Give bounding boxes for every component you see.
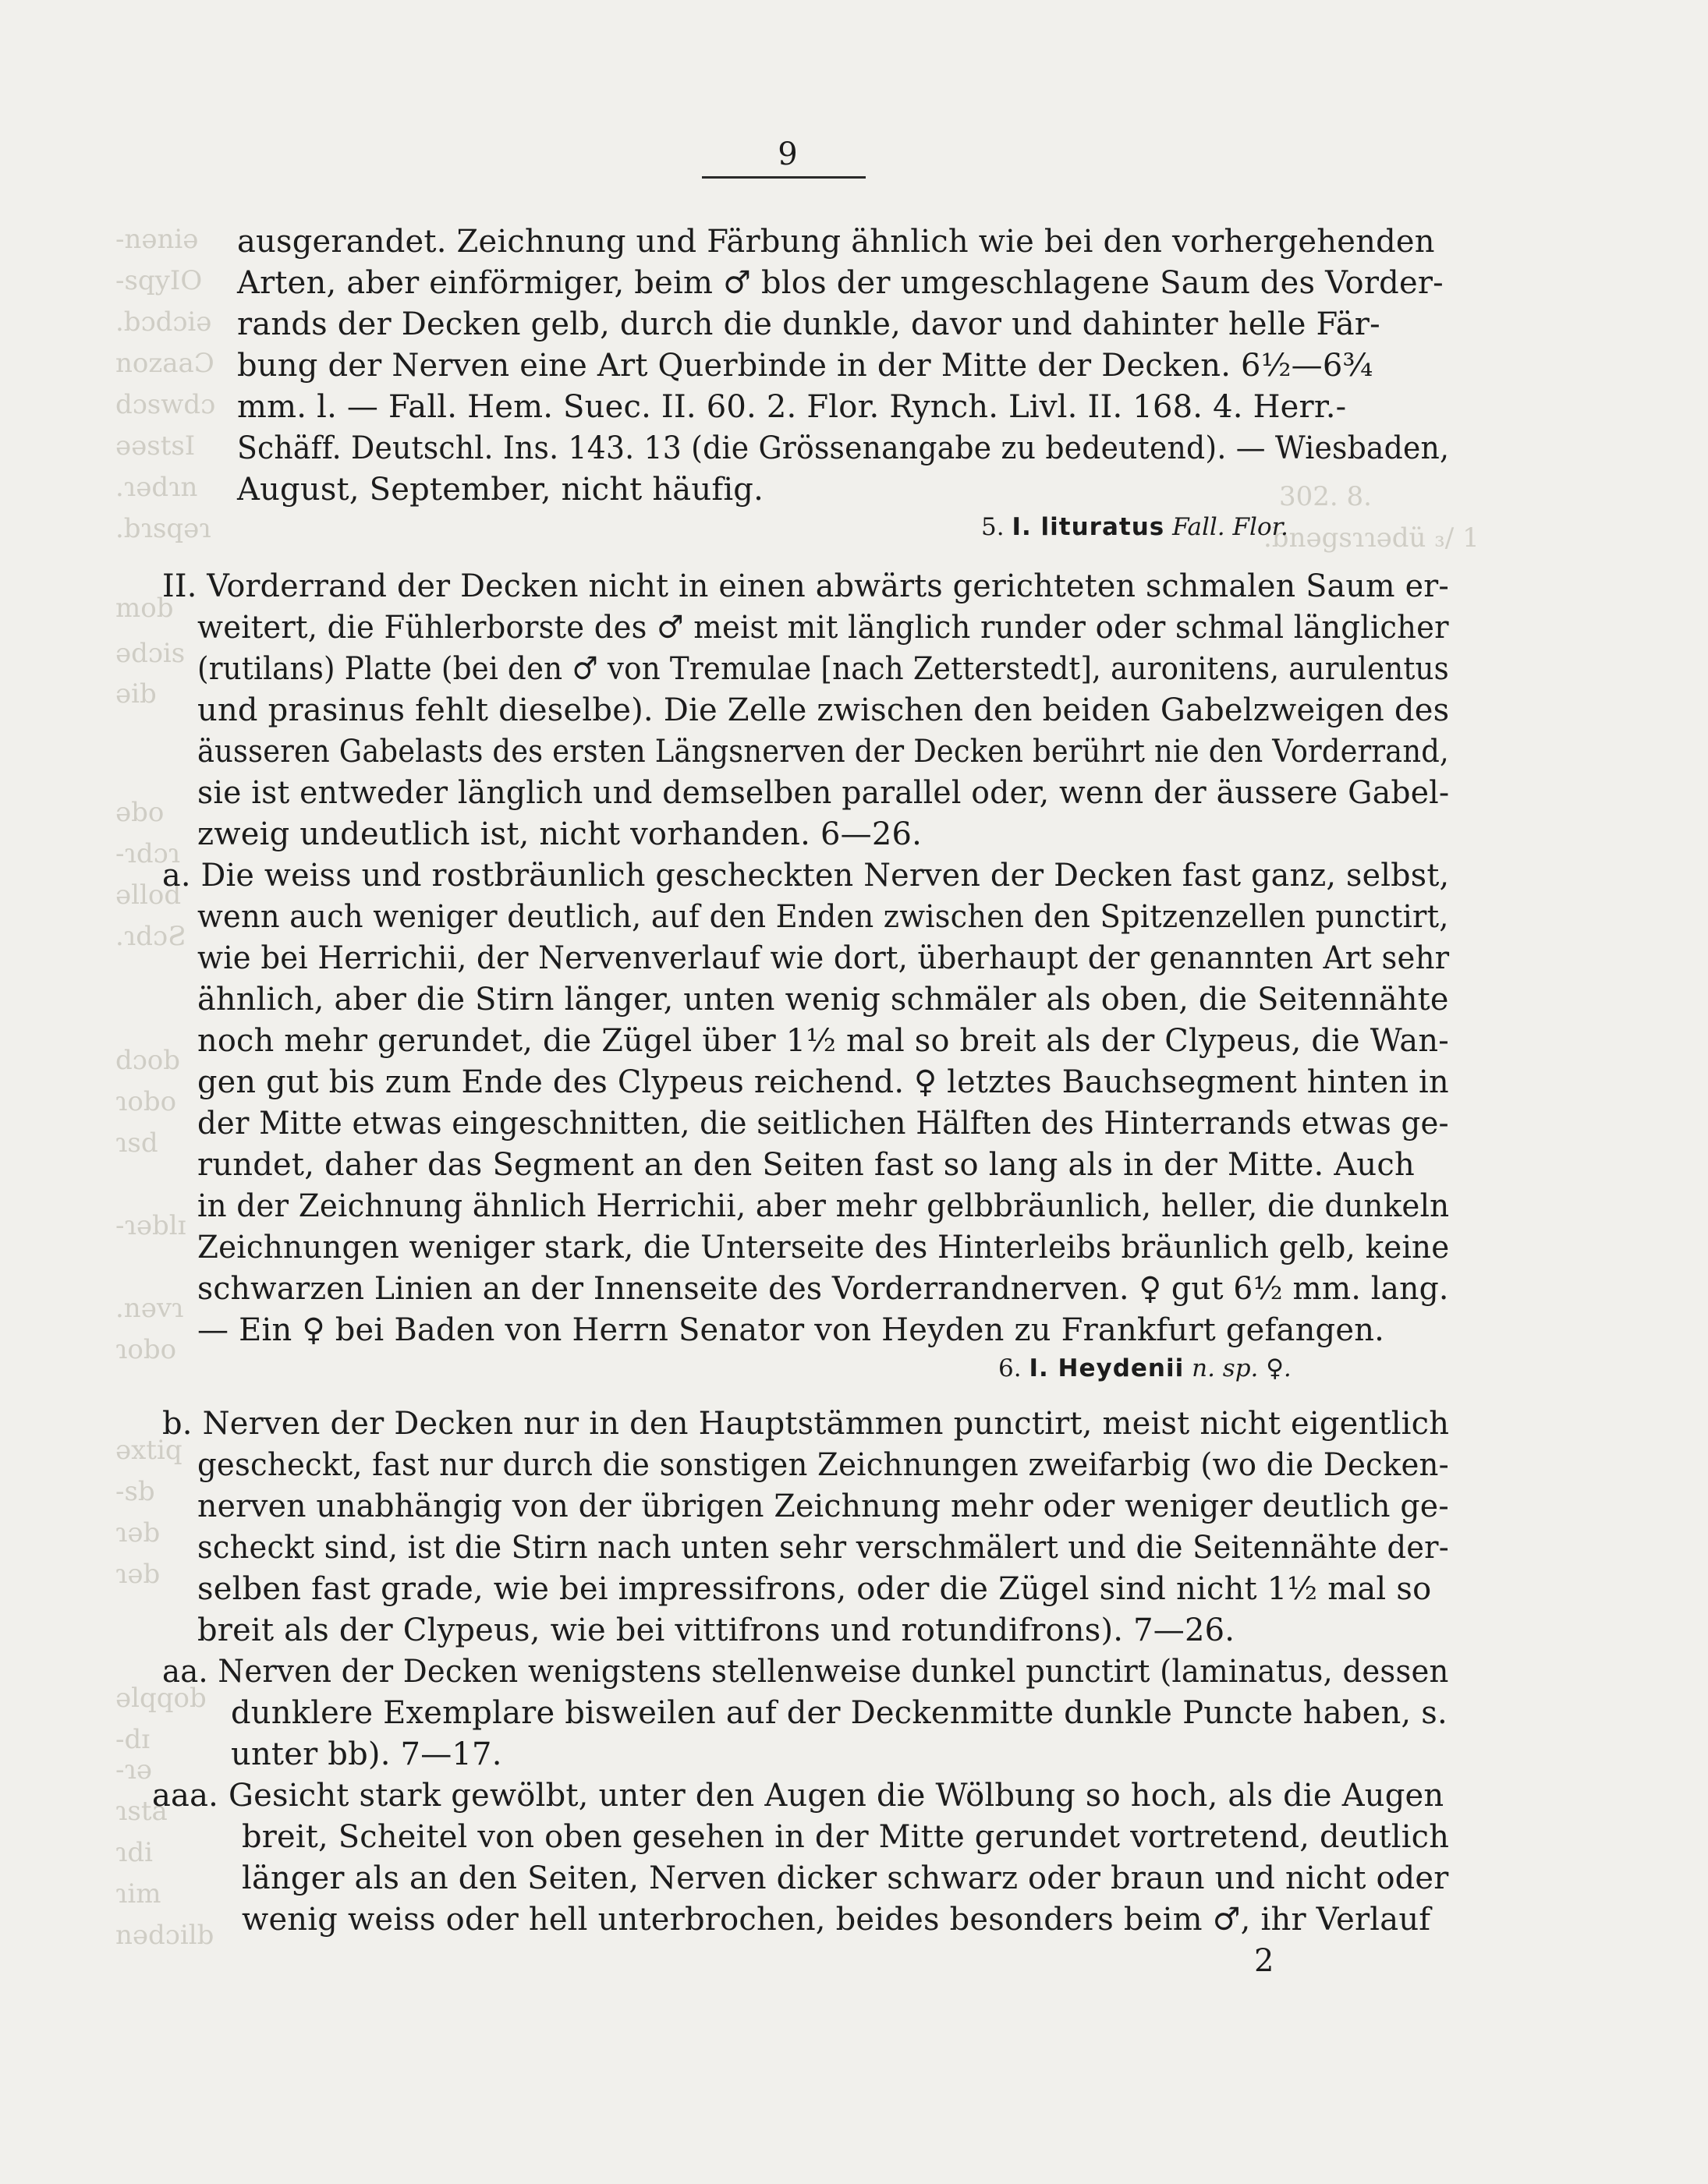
- bleed-fragment: ɿdi: [115, 1837, 154, 1868]
- text-line: schwarzen Linien an der Innenseite des Vorderrandnerven. ♀ gut 6½ mm. lang.: [197, 1271, 1449, 1307]
- bleed-fragment: mob: [115, 593, 174, 624]
- text-line: scheckt sind, ist die Stirn nach unten sehr verschmälert und die Seitennähte der-: [197, 1530, 1449, 1566]
- text-line: Schäff. Deutschl. Ins. 143. 13 (die Grössenangabe zu bedeutend). — Wiesbaden,: [237, 430, 1450, 466]
- text-line: August, September, nicht häufig.: [237, 472, 764, 508]
- bleed-fragment: əxtiq: [115, 1435, 182, 1466]
- text-line: nerven unabhängig von der übrigen Zeichnung mehr oder weniger deutlich ge-: [197, 1488, 1449, 1524]
- text-line: gescheckt, fast nur durch die sonstigen Zeichnungen zweifarbig (wo die Decken-: [197, 1447, 1449, 1483]
- bleed-fragment: .ɿdɔƧ: [115, 921, 186, 952]
- text-line: sie ist entweder länglich und demselben parallel oder, wenn der äussere Gabel-: [197, 775, 1450, 811]
- bleed-fragment: ɿobo: [115, 1086, 177, 1117]
- bleed-fragment: -ɿdɔɿ: [115, 838, 181, 869]
- bleed-fragment: 302. 8.: [1279, 481, 1372, 512]
- bleed-fragment: dɔob: [115, 1045, 181, 1076]
- bleed-fragment: ɿobo: [115, 1334, 177, 1365]
- text-line: selben fast grade, wie bei impressifrons, oder die Zügel sind nicht 1½ mal so: [197, 1571, 1432, 1607]
- bleed-fragment: ɿsd: [115, 1127, 158, 1159]
- bleed-fragment: .bɿsqəɿ: [115, 513, 211, 544]
- species-number: 6.: [998, 1354, 1022, 1382]
- bleed-fragment: -sqyIO: [115, 265, 203, 296]
- text-line: breit als der Clypeus, wie bei vittifrons und rotundifrons). 7—26.: [197, 1612, 1235, 1648]
- bleed-fragment: .nəvɿ: [115, 1293, 184, 1324]
- bleed-fragment: ədɔis: [115, 638, 186, 669]
- text-line: II. Vorderrand der Decken nicht in einen abwärts gerichteten schmalen Saum er-: [162, 568, 1449, 604]
- species-name: I. lituratus: [1012, 513, 1165, 541]
- species-heading-heydenii: [998, 1353, 1292, 1384]
- text-line: (rutilans) Platte (bei den ♂ von Tremulae [nach Zetterstedt], auronitens, aurulentus: [197, 651, 1449, 687]
- bleed-fragment: .bɔdɔiə: [115, 306, 212, 338]
- text-line: ausgerandet. Zeichnung und Färbung ähnlich wie bei den vorhergehenden: [237, 224, 1435, 260]
- text-line: aa. Nerven der Decken wenigstens stellenweise dunkel punctirt (laminatus, dessen: [162, 1654, 1449, 1690]
- text-line: weitert, die Fühlerborste des ♂ meist mit länglich runder oder schmal länglicher: [197, 610, 1449, 646]
- signature-mark: 2: [1254, 1943, 1274, 1979]
- bleed-fragment: nozaaƆ: [115, 348, 214, 379]
- bleed-fragment: -ɿə: [115, 1754, 152, 1786]
- text-line: Arten, aber einförmiger, beim ♂ blos der umgeschlagene Saum des Vorder-: [237, 265, 1444, 301]
- text-line: — Ein ♀ bei Baden von Herrn Senator von Heyden zu Frankfurt gefangen.: [197, 1312, 1385, 1348]
- text-line: wenn auch weniger deutlich, auf den Enden zwischen den Spitzenzellen punctirt,: [197, 899, 1449, 935]
- bleed-fragment: -dɪ: [115, 1724, 151, 1755]
- text-line: noch mehr gerundet, die Zügel über 1½ mal so breit als der Clypeus, die Wan-: [197, 1023, 1449, 1059]
- text-line: äusseren Gabelasts des ersten Längsnerven der Decken berührt nie den Vorderrand,: [197, 734, 1449, 770]
- bleed-fragment: əib: [115, 678, 157, 710]
- text-line: und prasinus fehlt dieselbe). Die Zelle zwischen den beiden Gabelzweigen des: [197, 692, 1450, 728]
- text-line: Zeichnungen weniger stark, die Unterseite des Hinterleibs bräunlich gelb, keine: [197, 1230, 1450, 1265]
- page-number: 9: [778, 136, 798, 172]
- text-line: wenig weiss oder hell unterbrochen, beides besonders beim ♂, ihr Verlauf: [242, 1902, 1431, 1938]
- text-line: a. Die weiss und rostbräunlich gescheckten Nerven der Decken fast ganz, selbst,: [162, 858, 1450, 894]
- bleed-fragment: əllod: [115, 880, 182, 911]
- bleed-fragment: dɔswdɔ: [115, 389, 216, 420]
- text-line: ähnlich, aber die Stirn länger, unten wenig schmäler als oben, die Seitennähte: [197, 982, 1449, 1018]
- bleed-fragment: ɿəb: [115, 1559, 161, 1590]
- bleed-fragment: .bnəgsɿɿədü ₃/ 1: [1263, 522, 1479, 554]
- text-line: b. Nerven der Decken nur in den Hauptstämmen punctirt, meist nicht eigentlich: [162, 1406, 1450, 1442]
- text-line: länger als an den Seiten, Nerven dicker schwarz oder braun und nicht oder: [242, 1860, 1449, 1896]
- bleed-fragment: ɿim: [115, 1878, 161, 1910]
- bleed-fragment: nədɔilb: [115, 1920, 214, 1951]
- species-authority: n. sp. ♀.: [1192, 1354, 1292, 1382]
- bleed-fragment: .ɿədɿn: [115, 472, 198, 503]
- bleed-fragment: -nəniə: [115, 224, 199, 255]
- text-line: der Mitte etwas eingeschnitten, die seitlichen Hälften des Hinterrands etwas ge-: [197, 1106, 1449, 1142]
- species-authority: Fall. Flor.: [1172, 513, 1288, 541]
- page-number-rule: [702, 176, 866, 179]
- text-line: mm. l. — Fall. Hem. Suec. II. 60. 2. Flor. Rynch. Livl. II. 168. 4. Herr.-: [237, 389, 1347, 425]
- text-line: zweig undeutlich ist, nicht vorhanden. 6—26.: [197, 816, 923, 852]
- species-number: 5.: [981, 513, 1005, 541]
- text-line: bung der Nerven eine Art Querbinde in der Mitte der Decken. 6½—6¾: [237, 348, 1373, 384]
- text-line: dunklere Exemplare bisweilen auf der Deckenmitte dunkle Puncte haben, s.: [231, 1695, 1448, 1731]
- text-line: rands der Decken gelb, durch die dunkle, davor und dahinter helle Fär-: [237, 306, 1380, 342]
- text-line: rundet, daher das Segment an den Seiten fast so lang als in der Mitte. Auch: [197, 1147, 1415, 1183]
- bleed-fragment: -ɿəblɪ: [115, 1210, 186, 1241]
- bleed-fragment: ɿəb: [115, 1517, 161, 1549]
- text-line: in der Zeichnung ähnlich Herrichii, aber mehr gelbbräunlich, heller, die dunkeln: [197, 1188, 1450, 1224]
- bleed-fragment: ɿsta: [115, 1796, 168, 1827]
- bleed-fragment: -sb: [115, 1476, 155, 1507]
- text-line: wie bei Herrichii, der Nervenverlauf wie dort, überhaupt der genannten Art sehr: [197, 940, 1450, 976]
- text-line: aaa. Gesicht stark gewölbt, unter den Augen die Wölbung so hoch, als die Augen: [152, 1778, 1444, 1814]
- bleed-fragment: əəstsI: [115, 430, 196, 462]
- bleed-fragment: əlqqob: [115, 1683, 207, 1714]
- text-line: breit, Scheitel von oben gesehen in der Mitte gerundet vortretend, deutlich: [242, 1819, 1450, 1855]
- bleed-fragment: əbo: [115, 797, 165, 828]
- text-line: unter bb). 7—17.: [231, 1736, 502, 1772]
- text-line: gen gut bis zum Ende des Clypeus reichend. ♀ letztes Bauchsegment hinten in: [197, 1064, 1449, 1100]
- species-name: I. Heydenii: [1029, 1354, 1185, 1382]
- species-heading-lituratus: [981, 511, 1288, 543]
